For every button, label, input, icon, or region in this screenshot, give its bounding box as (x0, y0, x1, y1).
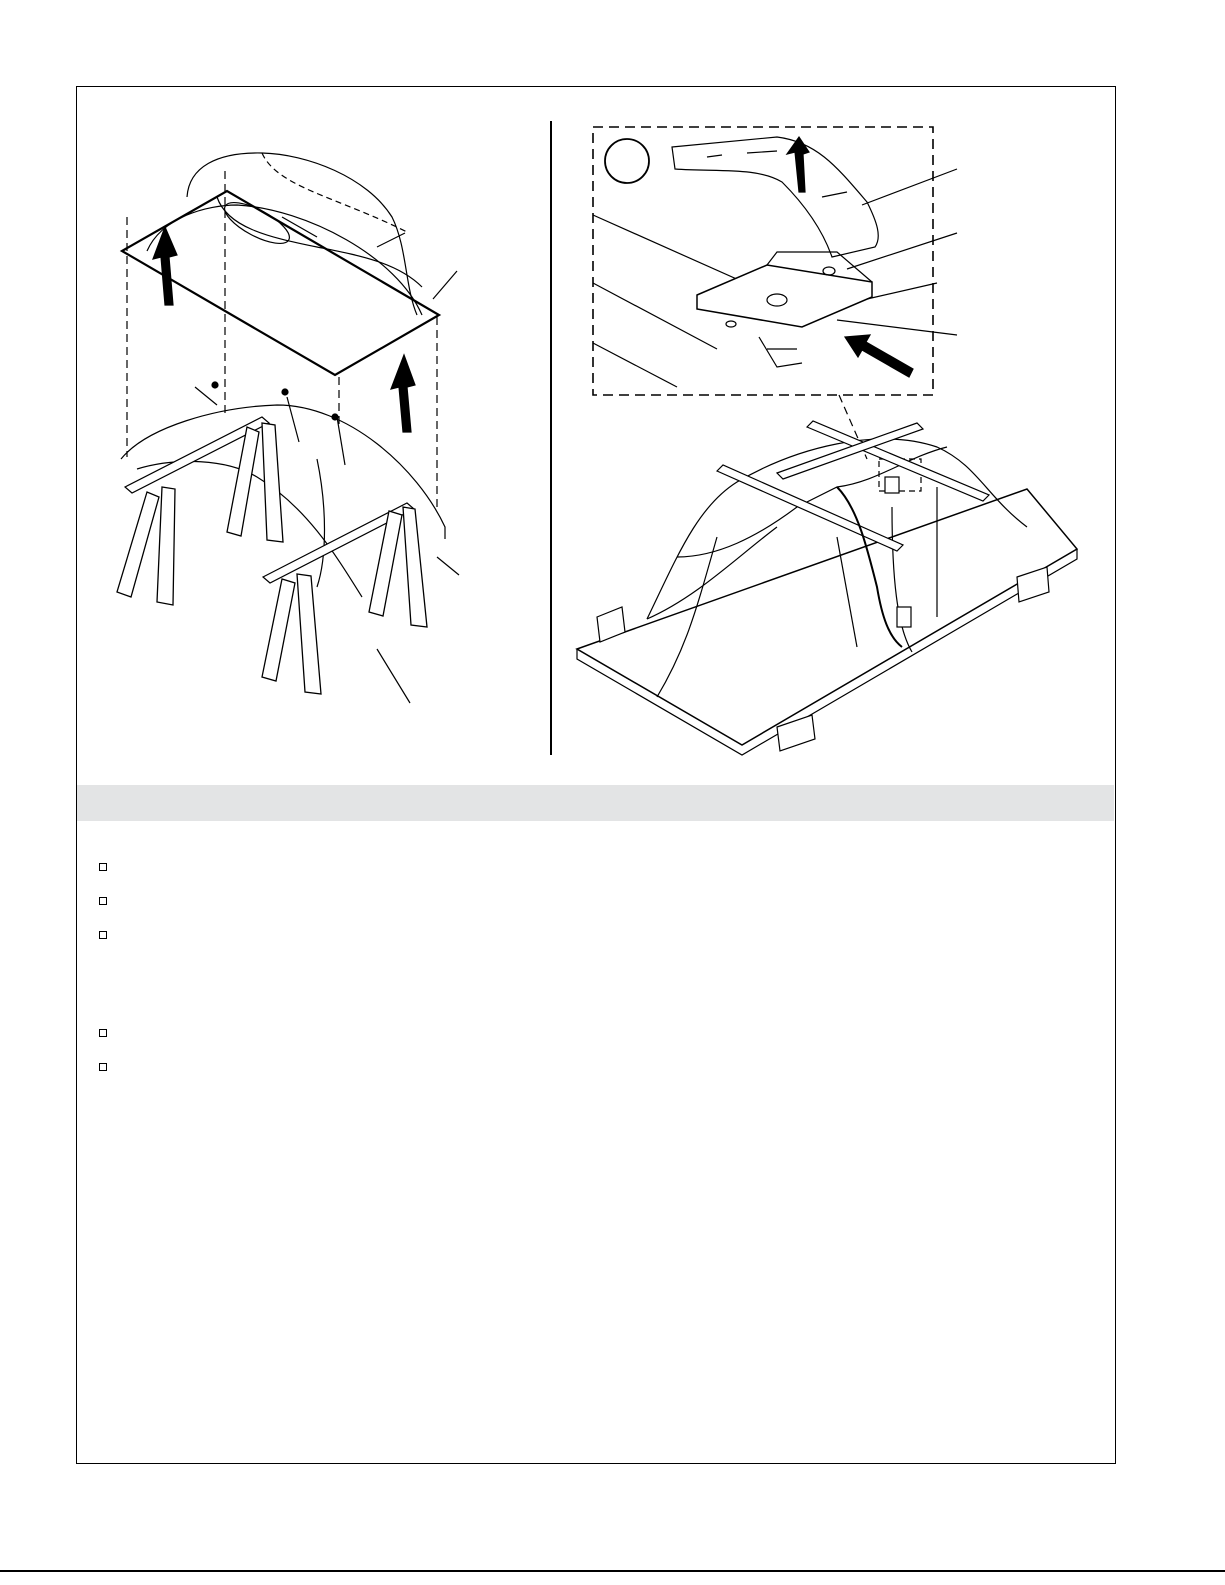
installation-figure (77, 87, 1117, 787)
checkbox-icon[interactable] (99, 897, 107, 905)
checkbox-icon[interactable] (99, 863, 107, 871)
strap (672, 137, 878, 257)
detail-callout-icon (605, 139, 649, 183)
page-bottom-rule (0, 1570, 1225, 1572)
right-illustration (577, 127, 1077, 755)
arrow-up-icon (391, 355, 415, 432)
checklist-item[interactable] (99, 891, 119, 911)
page-frame (76, 86, 1116, 1464)
crossbar (717, 465, 903, 551)
checklist-item[interactable] (99, 857, 119, 877)
checkbox-icon[interactable] (99, 1029, 107, 1037)
checklist-item[interactable] (99, 1057, 119, 1077)
checklist-item[interactable] (99, 925, 119, 945)
left-illustration (117, 153, 459, 703)
section-heading-band (77, 785, 1114, 821)
arrow-up-icon (153, 227, 177, 305)
figure-divider (550, 121, 552, 755)
crossbar (777, 423, 923, 479)
checkbox-icon[interactable] (99, 1063, 107, 1071)
checklist-item[interactable] (99, 1023, 119, 1043)
checkbox-icon[interactable] (99, 931, 107, 939)
arrow-up-icon (845, 335, 913, 377)
